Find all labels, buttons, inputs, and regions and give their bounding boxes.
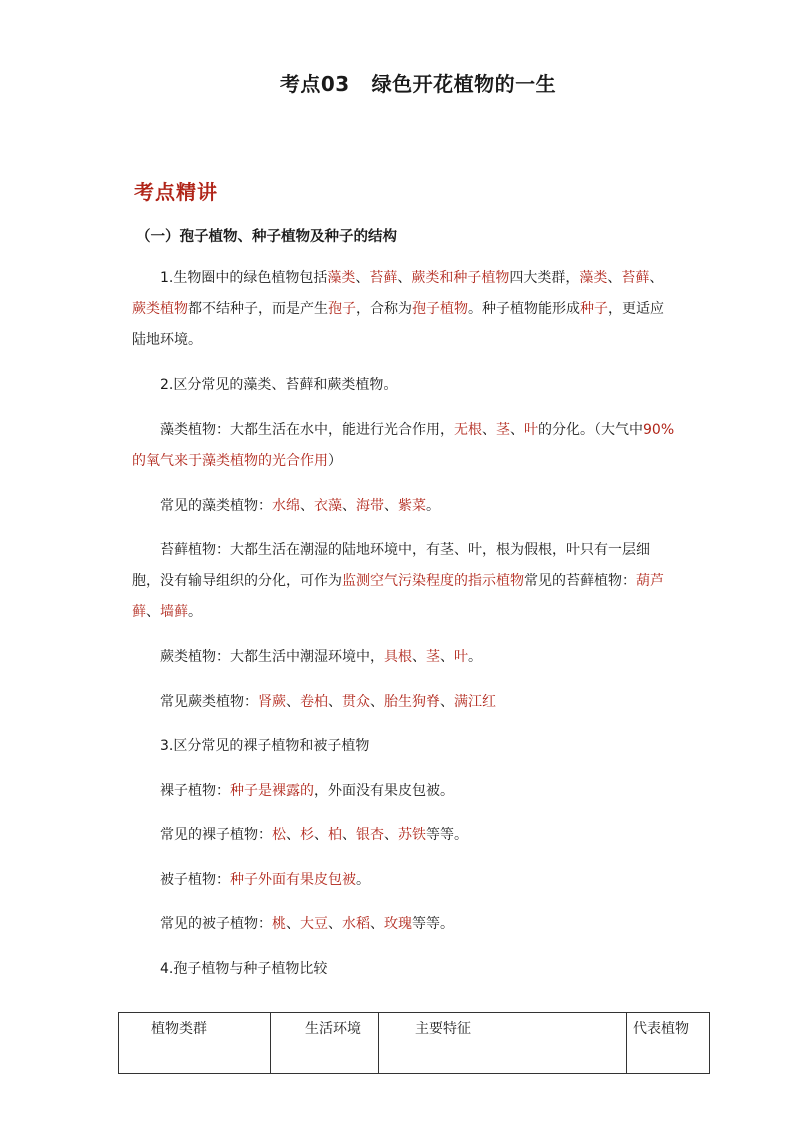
table-header-row bbox=[119, 1013, 710, 1074]
paragraph-comparison: 4.孢子植物与种子植物比较 bbox=[160, 961, 328, 977]
subsection-heading: （一）孢子植物、种子植物及种子的结构 bbox=[136, 229, 397, 245]
document-title: 考点03 绿色开花植物的一生 bbox=[279, 72, 557, 96]
table-header-cell: 植物类群 bbox=[119, 1013, 271, 1074]
paragraph-moss: 苔藓植物：大都生活在潮湿的陆地环境中，有茎、叶，根为假根，叶只有一层细胞，没有输导组织的分化，可作为监测空气污染程度的指示植物常见的苔藓植物：葫芦藓、墙藓。 bbox=[132, 542, 664, 620]
table-header-cell: 生活环境 bbox=[271, 1013, 379, 1074]
paragraph-seed-plants: 3.区分常见的裸子植物和被子植物 bbox=[160, 738, 370, 754]
paragraph-fern: 蕨类植物：大都生活中潮湿环境中，具根、茎、叶。 bbox=[160, 649, 482, 665]
paragraph-angiosperm: 被子植物：种子外面有果皮包被。 bbox=[160, 872, 370, 888]
paragraph-fern-common: 常见蕨类植物：肾蕨、卷柏、贯众、胎生狗脊、满江红 bbox=[160, 694, 496, 710]
paragraph-plant-groups: 1.生物圈中的绿色植物包括藻类、苔藓、蕨类和种子植物四大类群，藻类、苔藓、蕨类植物都不结种子，而是产生孢子，合称为孢子植物。种子植物能形成种子，更适应陆地环境。 bbox=[132, 270, 664, 348]
comparison-table bbox=[118, 1012, 710, 1074]
paragraph-algae-common: 常见的藻类植物：水绵、衣藻、海带、紫菜。 bbox=[160, 498, 440, 514]
table-header-cell: 主要特征 bbox=[379, 1013, 627, 1074]
paragraph-gymnosperm-common: 常见的裸子植物：松、杉、柏、银杏、苏铁等等。 bbox=[160, 827, 468, 843]
section-heading: 考点精讲 bbox=[134, 180, 218, 204]
paragraph-algae: 藻类植物：大都生活在水中，能进行光合作用，无根、茎、叶的分化。（大气中90%的氧气来于藻类植物的光合作用） bbox=[132, 422, 675, 469]
paragraph-angiosperm-common: 常见的被子植物：桃、大豆、水稻、玫瑰等等。 bbox=[160, 916, 454, 932]
paragraph-gymnosperm: 裸子植物：种子是裸露的，外面没有果皮包被。 bbox=[160, 783, 454, 799]
paragraph-distinguish: 2.区分常见的藻类、苔藓和蕨类植物。 bbox=[160, 377, 398, 393]
table-header-cell: 代表植物 bbox=[627, 1013, 710, 1074]
